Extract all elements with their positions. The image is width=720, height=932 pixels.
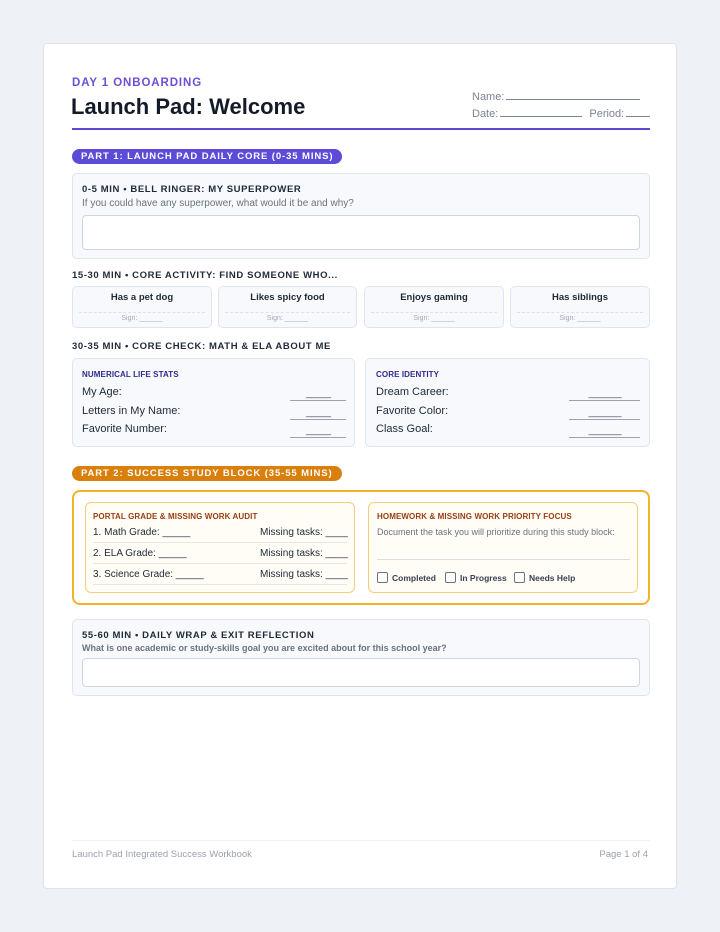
find-someone-card-gaming[interactable] bbox=[364, 286, 504, 328]
completed-checkbox[interactable] bbox=[377, 572, 388, 583]
part2-pill: PART 2: SUCCESS STUDY BLOCK (35-55 MINS) bbox=[72, 466, 342, 481]
header-divider bbox=[72, 128, 650, 130]
find-someone-label: Likes spicy food bbox=[250, 292, 325, 303]
period-line bbox=[626, 107, 650, 117]
core-identity-title: CORE IDENTITY bbox=[376, 370, 440, 379]
sign-line[interactable]: Sign: ______ bbox=[559, 315, 601, 322]
bell-ringer-card bbox=[72, 173, 650, 259]
find-someone-card-spicy-food[interactable] bbox=[218, 286, 357, 328]
in-progress-label: In Progress bbox=[460, 573, 507, 583]
wrap-answer-box[interactable] bbox=[82, 658, 640, 687]
footer-page-number: Page 1 of 4 bbox=[599, 849, 648, 860]
identity-line bbox=[569, 437, 640, 438]
needs-help-checkbox[interactable] bbox=[514, 572, 525, 583]
identity-blank-career[interactable]: ________ bbox=[588, 388, 621, 398]
date-line bbox=[500, 107, 582, 117]
core-activity-heading: 15-30 MIN • CORE ACTIVITY: FIND SOMEONE WHO... bbox=[72, 270, 338, 281]
identity-label-color: Favorite Color: bbox=[376, 405, 449, 417]
bell-ringer-answer-box[interactable] bbox=[82, 215, 640, 250]
needs-help-label: Needs Help bbox=[529, 573, 576, 583]
core-identity-card bbox=[365, 358, 650, 447]
identity-label-goal: Class Goal: bbox=[376, 423, 433, 435]
name-field[interactable] bbox=[472, 90, 640, 103]
math-missing-field[interactable]: Missing tasks: ____ bbox=[260, 527, 348, 538]
science-missing-field[interactable]: Missing tasks: ____ bbox=[260, 569, 348, 580]
ela-missing-field[interactable]: Missing tasks: ____ bbox=[260, 548, 348, 559]
numerical-stats-title: NUMERICAL LIFE STATS bbox=[82, 370, 179, 379]
find-someone-card-pet-dog[interactable] bbox=[72, 286, 212, 328]
numerical-stats-card bbox=[72, 358, 355, 447]
worksheet-page bbox=[43, 43, 677, 889]
stat-label-favorite-number: Favorite Number: bbox=[82, 423, 167, 435]
row-divider bbox=[93, 542, 347, 543]
find-someone-label: Has a pet dog bbox=[110, 292, 174, 303]
row-divider bbox=[93, 563, 347, 564]
page-title: Launch Pad: Welcome bbox=[71, 94, 306, 119]
dashed-divider bbox=[517, 312, 643, 313]
bell-ringer-prompt: If you could have any superpower, what would it be and why? bbox=[82, 198, 354, 209]
priority-focus-title: HOMEWORK & MISSING WORK PRIORITY FOCUS bbox=[377, 512, 572, 521]
core-check-heading: 30-35 MIN • CORE CHECK: MATH & ELA ABOUT ME bbox=[72, 341, 331, 352]
wrap-reflection-card bbox=[72, 619, 650, 696]
stat-blank-age[interactable]: ______ bbox=[305, 388, 331, 398]
sign-line[interactable]: Sign: ______ bbox=[266, 315, 309, 322]
name-line bbox=[506, 90, 640, 100]
science-grade-field[interactable]: 3. Science Grade: _____ bbox=[93, 569, 204, 580]
footer-workbook-title: Launch Pad Integrated Success Workbook bbox=[72, 849, 252, 860]
sign-line[interactable]: Sign: ______ bbox=[121, 315, 163, 322]
bell-ringer-heading: 0-5 MIN • BELL RINGER: MY SUPERPOWER bbox=[82, 184, 302, 195]
grade-audit-title: PORTAL GRADE & MISSING WORK AUDIT bbox=[93, 512, 258, 521]
grade-audit-card bbox=[85, 502, 355, 593]
stat-line bbox=[290, 437, 346, 438]
wrap-prompt: What is one academic or study-skills goal you are excited about for this school year? bbox=[82, 643, 447, 653]
identity-line bbox=[569, 419, 640, 420]
identity-blank-goal[interactable]: ________ bbox=[588, 425, 621, 435]
stat-line bbox=[290, 419, 346, 420]
stat-label-letters: Letters in My Name: bbox=[82, 405, 181, 417]
period-label: Period: bbox=[589, 108, 625, 120]
math-grade-field[interactable]: 1. Math Grade: _____ bbox=[93, 527, 191, 538]
eyebrow-label: DAY 1 ONBOARDING bbox=[72, 77, 203, 89]
footer-divider bbox=[72, 840, 650, 841]
identity-blank-color[interactable]: ________ bbox=[588, 407, 621, 417]
stat-line bbox=[290, 400, 346, 401]
in-progress-checkbox[interactable] bbox=[445, 572, 456, 583]
dashed-divider bbox=[371, 312, 497, 313]
find-someone-label: Has siblings bbox=[552, 292, 608, 303]
wrap-heading: 55-60 MIN • DAILY WRAP & EXIT REFLECTION bbox=[82, 630, 315, 641]
identity-label-career: Dream Career: bbox=[376, 386, 449, 398]
priority-focus-card bbox=[368, 502, 638, 593]
identity-line bbox=[569, 400, 640, 401]
ela-grade-field[interactable]: 2. ELA Grade: _____ bbox=[93, 548, 187, 559]
date-label: Date: bbox=[472, 108, 499, 120]
dashed-divider bbox=[225, 312, 350, 313]
priority-focus-prompt: Document the task you will prioritize during this study block: bbox=[377, 527, 615, 537]
row-divider bbox=[93, 584, 347, 585]
find-someone-label: Enjoys gaming bbox=[400, 292, 468, 303]
date-field[interactable] bbox=[472, 107, 650, 120]
sign-line[interactable]: Sign: ______ bbox=[413, 315, 455, 322]
study-block-frame bbox=[72, 490, 650, 605]
stat-label-age: My Age: bbox=[82, 386, 122, 398]
dashed-divider bbox=[79, 312, 205, 313]
name-label: Name: bbox=[472, 91, 505, 103]
completed-label: Completed bbox=[392, 573, 436, 583]
priority-task-line[interactable] bbox=[377, 559, 630, 560]
stat-blank-letters[interactable]: ______ bbox=[305, 407, 331, 417]
part1-pill: PART 1: LAUNCH PAD DAILY CORE (0-35 MINS) bbox=[72, 149, 342, 164]
stat-blank-favorite-number[interactable]: ______ bbox=[305, 425, 331, 435]
find-someone-card-siblings[interactable] bbox=[510, 286, 650, 328]
